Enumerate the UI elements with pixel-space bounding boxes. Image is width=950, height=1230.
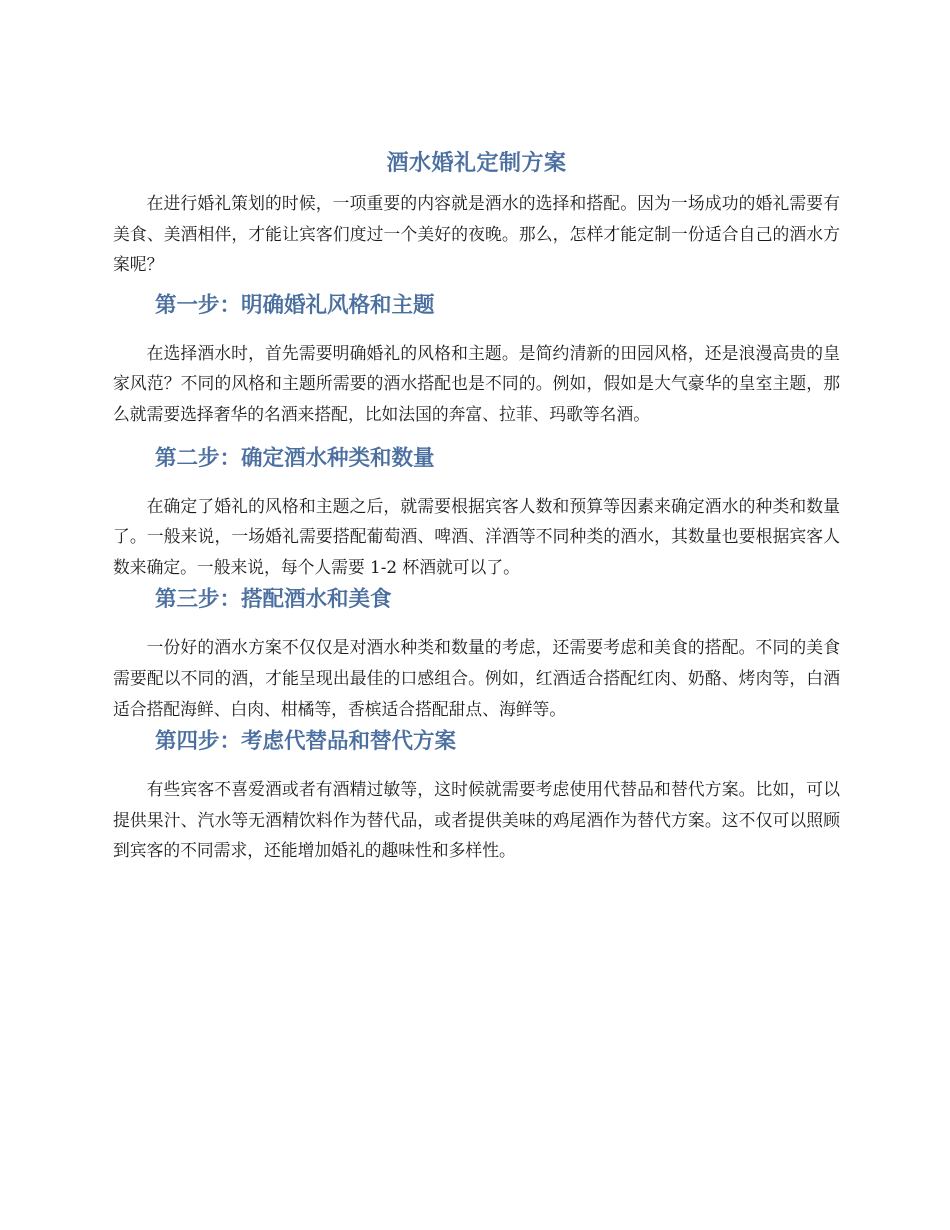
- section-heading-step-3: 第三步：搭配酒水和美食: [155, 587, 392, 613]
- intro-paragraph: 在进行婚礼策划的时候，一项重要的内容就是酒水的选择和搭配。因为一场成功的婚礼需要有美食、美酒相伴，才能让宾客们度过一个美好的夜晚。那么，怎样才能定制一份适合自己的酒水方案呢？: [113, 193, 840, 275]
- section-heading-step-4: 第四步：考虑代替品和替代方案: [155, 729, 457, 755]
- section-body-step-1: 在选择酒水时，首先需要明确婚礼的风格和主题。是简约清新的田园风格，还是浪漫高贵的皇家风范？不同的风格和主题所需要的酒水搭配也是不同的。例如，假如是大气豪华的皇室主题，那么就需要选择奢华的名酒来搭配，比如法国的奔富、拉菲、玛歌等名酒。: [113, 342, 840, 424]
- section-heading-step-2: 第二步：确定酒水种类和数量: [155, 445, 435, 471]
- section-body-step-4: 有些宾客不喜爱酒或者有酒精过敏等，这时候就需要考虑使用代替品和替代方案。比如，可以提供果汁、汽水等无酒精饮料作为替代品，或者提供美味的鸡尾酒作为替代方案。这不仅可以照顾到宾客的不同需求，还能增加婚礼的趣味性和多样性。: [113, 779, 840, 861]
- section-body-step-3: 一份好的酒水方案不仅仅是对酒水种类和数量的考虑，还需要考虑和美食的搭配。不同的美食需要配以不同的酒，才能呈现出最佳的口感组合。例如，红酒适合搭配红肉、奶酪、烤肉等，白酒适合搭配海鲜、白肉、柑橘等，香槟适合搭配甜点、海鲜等。: [113, 637, 840, 719]
- document-content: [113, 148, 840, 866]
- document-title: 酒水婚礼定制方案: [386, 151, 567, 176]
- section-body-step-2: 在确定了婚礼的风格和主题之后，就需要根据宾客人数和预算等因素来确定酒水的种类和数量了。一般来说，一场婚礼需要搭配葡萄酒、啤酒、洋酒等不同种类的酒水，其数量也要根据宾客人数来确定。一般来说，每个人需要 1-2 杯酒就可以了。: [113, 495, 840, 577]
- section-heading-step-1: 第一步：明确婚礼风格和主题: [155, 292, 435, 318]
